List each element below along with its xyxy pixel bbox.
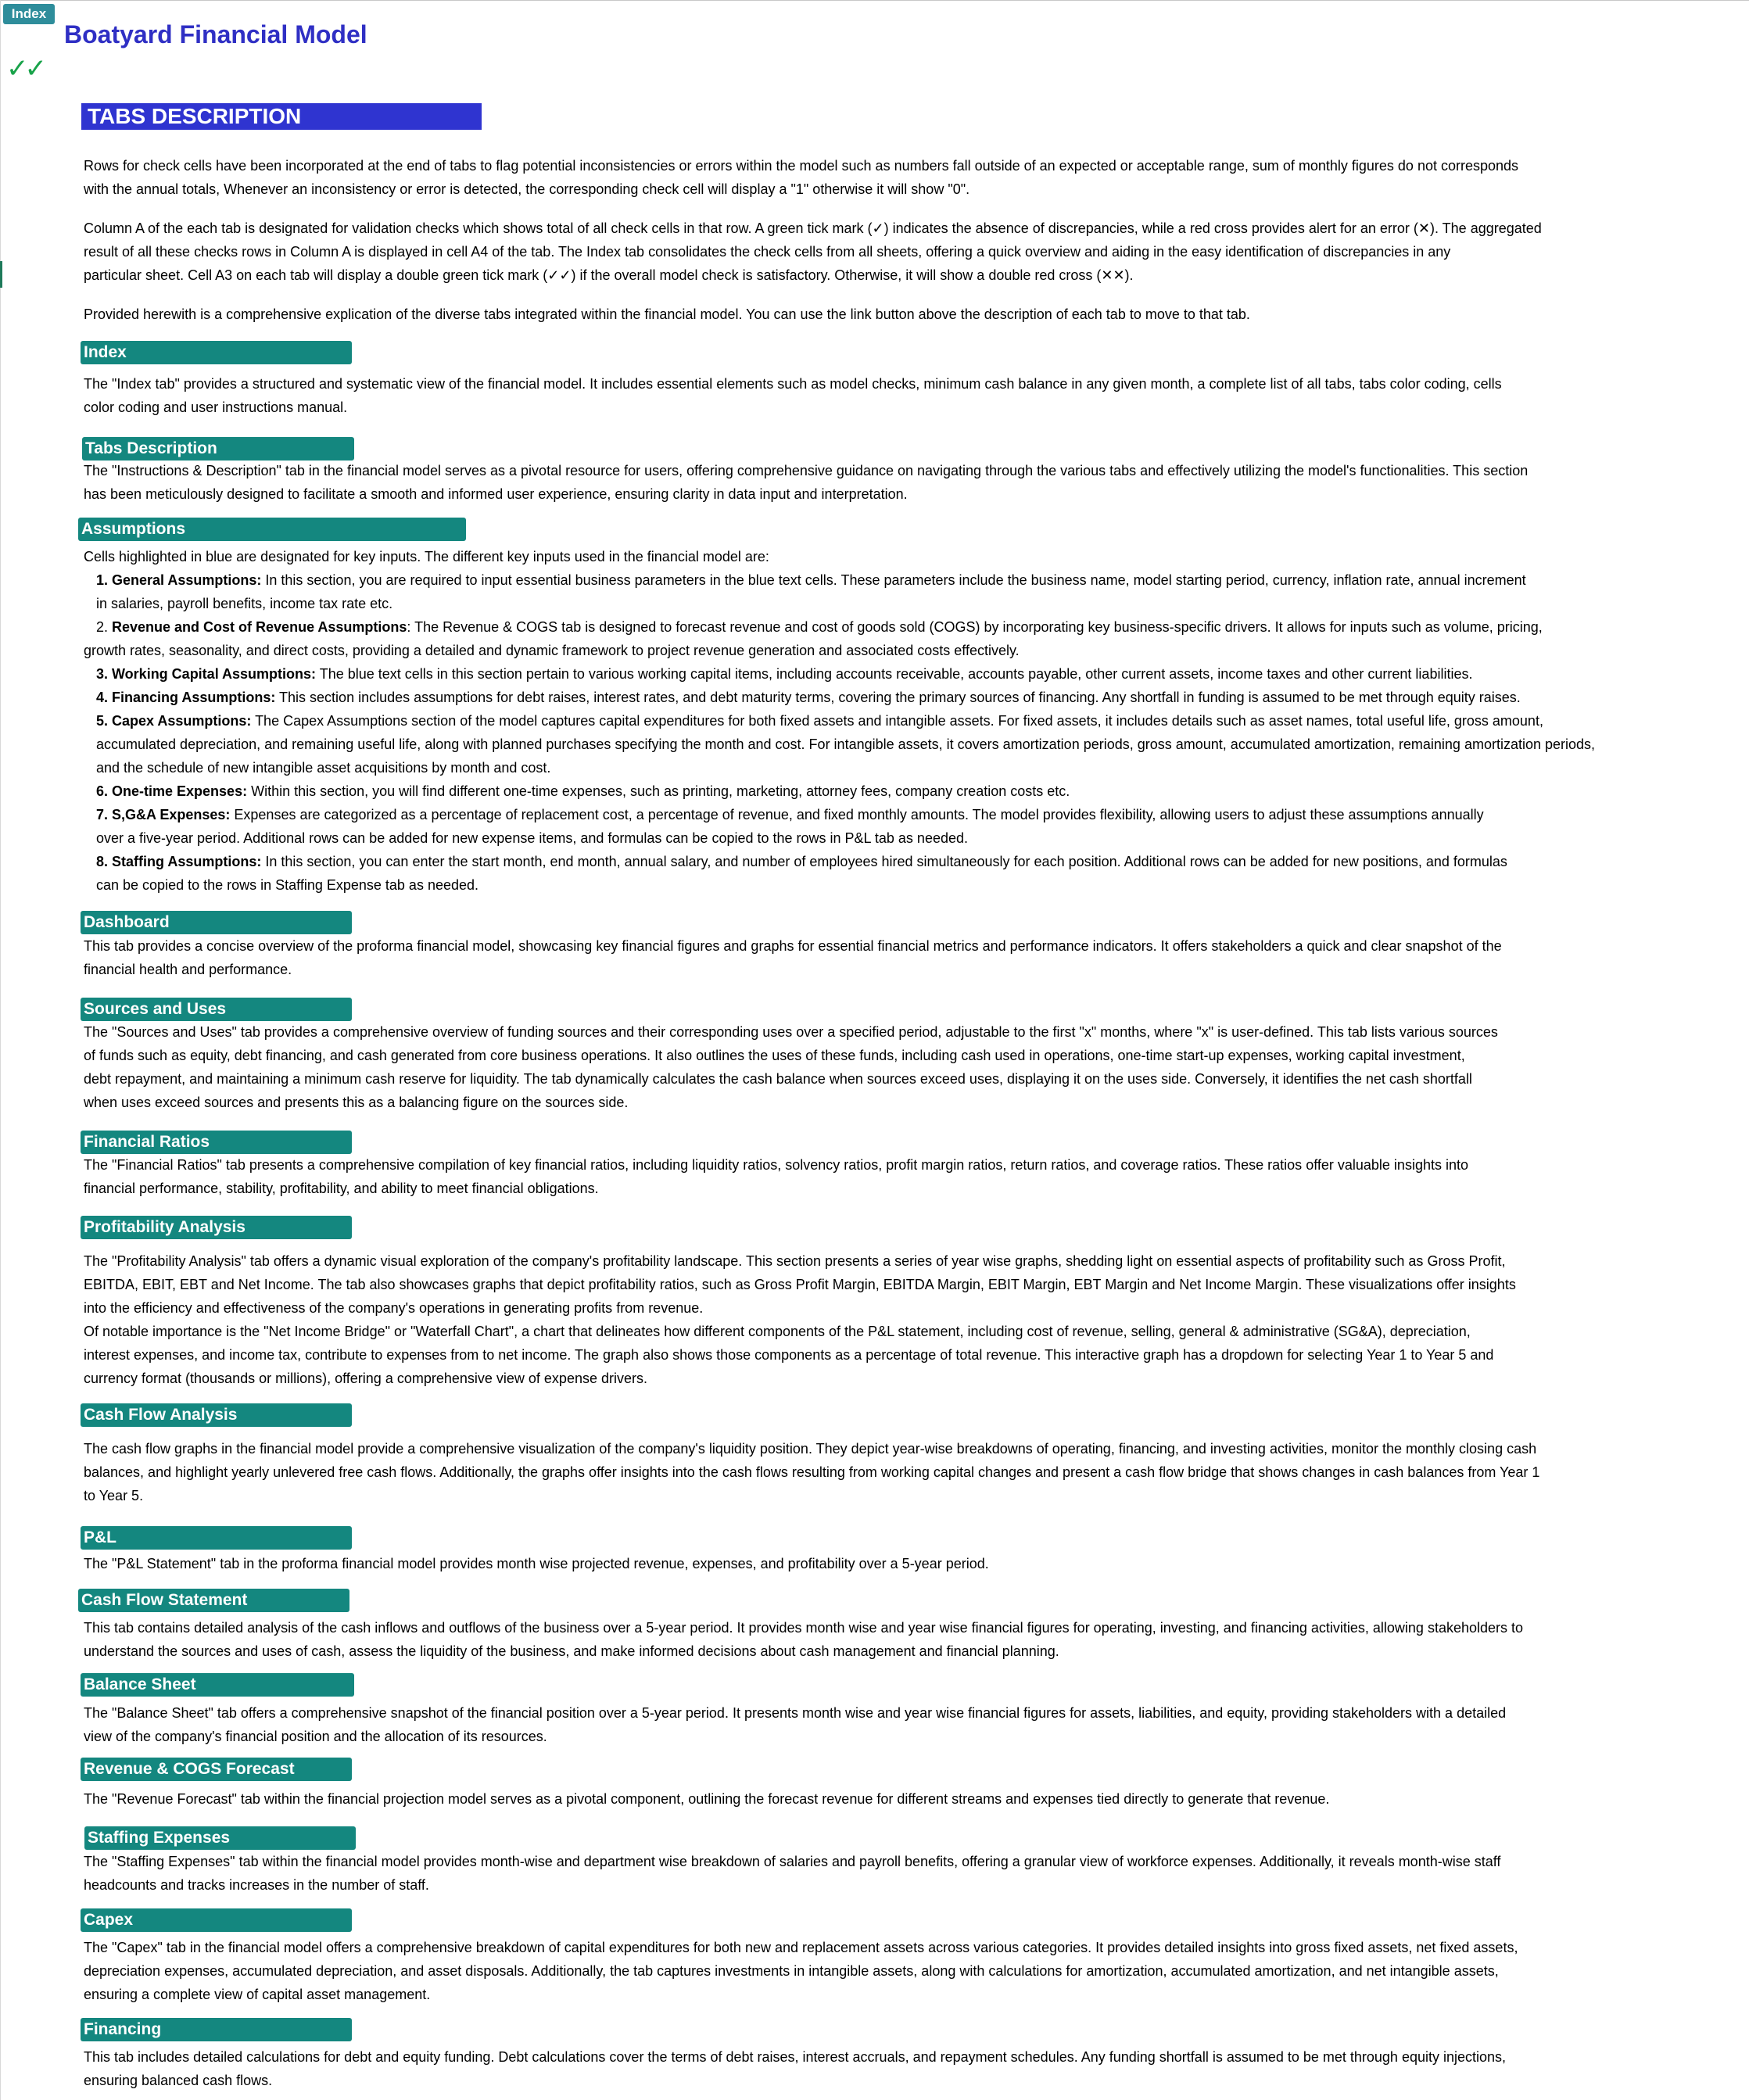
page-title: Boatyard Financial Model xyxy=(64,20,367,48)
item-heading: Revenue and Cost of Revenue Assumptions xyxy=(112,619,407,635)
assumptions-intro: Cells highlighted in blue are designated for key inputs. The different key inputs used in the financial model are: xyxy=(84,549,769,564)
tab-link-sources-and-uses[interactable]: Sources and Uses xyxy=(81,998,352,1021)
sources-uses-description xyxy=(84,1020,1498,1114)
assumption-item-4 xyxy=(96,686,1521,709)
tabs-description-text xyxy=(84,459,1528,506)
item-heading: 8. Staffing Assumptions: xyxy=(96,854,262,869)
text-line: understand the sources and uses of cash, assess the liquidity of the business, and make informed decisions about cash management and financial planning. xyxy=(84,1643,1059,1659)
text-line: color coding and user instructions manual. xyxy=(84,400,348,415)
text-line: with the annual totals, Whenever an inconsistency or error is detected, the corresponding check cell will display a "1" otherwise it will show "0". xyxy=(84,181,970,197)
text-line xyxy=(96,779,1070,803)
item-heading: 1. General Assumptions: xyxy=(96,572,262,588)
assumption-item-8 xyxy=(96,850,1507,897)
left-border xyxy=(0,0,1,2100)
text-line: growth rates, seasonality, and direct costs, providing a detailed and dynamic framework to project revenue generation and associated costs effectively. xyxy=(84,643,1020,658)
text-line: accumulated depreciation, and remaining useful life, along with planned purchases specifying the month and cost. For intangible assets, it covers amortization periods, gross amount, accumulated amortization, remaining amortization periods, xyxy=(96,736,1596,752)
item-heading: 3. Working Capital Assumptions: xyxy=(96,666,317,682)
text-line: and the schedule of new intangible asset acquisitions by month and cost. xyxy=(96,760,551,776)
row-marker xyxy=(0,261,2,288)
item-heading: 4. Financing Assumptions: xyxy=(96,690,276,705)
index-description xyxy=(84,372,1502,419)
item-text: In this section, you are required to input essential business parameters in the blue text cells. These parameters include the business name, model starting period, currency, inflation rate, annual increment xyxy=(261,572,1526,588)
text-line: The "Financial Ratios" tab presents a comprehensive compilation of key financial ratios, including liquidity ratios, solvency ratios, profit margin ratios, return ratios, and coverage ratios. These ratios offer valuable insights into xyxy=(84,1157,1468,1173)
financial-ratios-description xyxy=(84,1153,1468,1200)
text-line: has been meticulously designed to facilitate a smooth and informed user experience, ensuring clarity in data input and interpretation. xyxy=(84,486,908,502)
text-line: depreciation expenses, accumulated depreciation, and asset disposals. Additionally, the tab captures investments in intangible assets, along with calculations for amortization, accumulated amortization, and net intangible assets, xyxy=(84,1963,1499,1979)
text-line: balances, and highlight yearly unlevered free cash flows. Additionally, the graphs offer insights into the cash flows resulting from working capital changes and present a cash flow bridge that shows changes in cash balances from Year 1 xyxy=(84,1464,1540,1480)
item-text: Expenses are categorized as a percentage of replacement cost, a percentage of revenue, and fixed monthly amounts. The model provides flexibility, allowing users to adjust these assumptions annually xyxy=(230,807,1484,822)
text-line: ensuring balanced cash flows. xyxy=(84,2073,273,2088)
tab-link-financial-ratios[interactable]: Financial Ratios xyxy=(81,1131,352,1154)
text-line xyxy=(96,803,1484,826)
balance-sheet-description xyxy=(84,1701,1506,1748)
text-line xyxy=(84,615,1543,639)
item-text: : The Revenue & COGS tab is designed to forecast revenue and cost of goods sold (COGS) by incorporating key business-specific drivers. It allows for inputs such as volume, pricing, xyxy=(407,619,1543,635)
tab-link-revenue-cogs-forecast[interactable]: Revenue & COGS Forecast xyxy=(81,1758,352,1781)
text-line: particular sheet. Cell A3 on each tab will display a double green tick mark (✓✓) if the overall model check is satisfactory. Otherwise, it will show a double red cross (✕✕). xyxy=(84,267,1134,283)
text-line: The "Revenue Forecast" tab within the financial projection model serves as a pivotal component, outlining the forecast revenue for different streams and expenses tied directly to generate that revenue. xyxy=(84,1791,1330,1807)
top-border xyxy=(0,0,1749,1)
text-line: over a five-year period. Additional rows can be added for new expense items, and formulas can be copied to the rows in P&L tab as needed. xyxy=(96,830,968,846)
text-line: The cash flow graphs in the financial model provide a comprehensive visualization of the company's liquidity position. They depict year-wise breakdowns of operating, financing, and investing activities, monitor the monthly closing cash xyxy=(84,1441,1537,1457)
staffing-description xyxy=(84,1850,1500,1897)
financing-description xyxy=(84,2045,1506,2092)
tab-link-tabs-description[interactable]: Tabs Description xyxy=(82,437,354,460)
text-line: This tab includes detailed calculations for debt and equity funding. Debt calculations cover the terms of debt raises, interest accruals, and repayment schedules. Any funding shortfall is assumed to be met through equity injections, xyxy=(84,2049,1507,2065)
revenue-cogs-description xyxy=(84,1787,1329,1811)
cash-flow-statement-description xyxy=(84,1616,1523,1663)
index-link-button[interactable]: Index xyxy=(3,4,55,24)
text-line: currency format (thousands or millions), offering a comprehensive view of expense drivers. xyxy=(84,1371,647,1386)
tab-link-pl[interactable]: P&L xyxy=(81,1526,352,1550)
profitability-description xyxy=(84,1249,1516,1390)
tab-link-financing[interactable]: Financing xyxy=(81,2018,352,2041)
tab-link-cash-flow-statement[interactable]: Cash Flow Statement xyxy=(78,1589,349,1612)
capex-description xyxy=(84,1936,1518,2006)
text-line: headcounts and tracks increases in the number of staff. xyxy=(84,1877,429,1893)
text-line xyxy=(96,568,1526,592)
tab-link-balance-sheet[interactable]: Balance Sheet xyxy=(81,1673,354,1697)
text-line xyxy=(96,662,1472,686)
assumption-item-3 xyxy=(96,662,1472,686)
item-number: 2. xyxy=(96,619,113,635)
intro-paragraph-3 xyxy=(84,303,1250,326)
text-line: financial health and performance. xyxy=(84,962,292,977)
assumption-item-7 xyxy=(96,803,1484,850)
item-text: This section includes assumptions for debt raises, interest rates, and debt maturity terms, covering the primary sources of financing. Any shortfall in funding is assumed to be met through equity raises. xyxy=(275,690,1521,705)
text-line: in salaries, payroll benefits, income tax rate etc. xyxy=(96,596,393,611)
text-line: The "Capex" tab in the financial model offers a comprehensive breakdown of capital expenditures for both new and replacement assets across various categories. It provides detailed insights into gross fixed assets, net fixed assets, xyxy=(84,1940,1518,1955)
text-line: Provided herewith is a comprehensive explication of the diverse tabs integrated within the financial model. You can use the link button above the description of each tab to move to that tab. xyxy=(84,306,1250,322)
assumption-item-5 xyxy=(96,709,1595,779)
item-text: The Capex Assumptions section of the model captures capital expenditures for both fixed assets and intangible assets. For fixed assets, it includes details such as asset names, total useful life, gross amount, xyxy=(251,713,1543,729)
text-line xyxy=(96,686,1521,709)
text-line: view of the company's financial position and the allocation of its resources. xyxy=(84,1729,547,1744)
tab-link-assumptions[interactable]: Assumptions xyxy=(78,518,466,541)
text-line xyxy=(96,850,1507,873)
text-line: This tab provides a concise overview of the proforma financial model, showcasing key financial figures and graphs for essential financial metrics and performance indicators. It offers stakeholders a quick and clear snapshot of the xyxy=(84,938,1502,954)
text-line xyxy=(96,709,1595,733)
text-line: of funds such as equity, debt financing, and cash generated from core business operations. It also outlines the uses of these funds, including cash used in operations, one-time start-up expenses, working capital investment, xyxy=(84,1048,1465,1063)
intro-paragraph-1 xyxy=(84,154,1518,201)
text-line: Of notable importance is the "Net Income Bridge" or "Waterfall Chart", a chart that delineates how different components of the P&L statement, including cost of revenue, selling, general & administrative (SG&A), depreciation, xyxy=(84,1324,1471,1339)
tabs-description-header: TABS DESCRIPTION xyxy=(81,103,482,130)
text-line: result of all these checks rows in Column A is displayed in cell A4 of the tab. The Index tab consolidates the check cells from all sheets, offering a quick overview and aiding in the easy identification of discrepancies in any xyxy=(84,244,1451,260)
assumption-item-1 xyxy=(96,568,1526,615)
item-text: The blue text cells in this section pertain to various working capital items, including accounts receivable, accounts payable, other current assets, income taxes and other current liabilities. xyxy=(316,666,1473,682)
tab-link-profitability-analysis[interactable]: Profitability Analysis xyxy=(81,1216,352,1239)
assumption-item-2 xyxy=(84,615,1543,662)
text-line: interest expenses, and income tax, contribute to expenses from to net income. The graph also shows those components as a percentage of total revenue. This interactive graph has a dropdown for selecting Year 1 to Year 5 and xyxy=(84,1347,1494,1363)
text-line: to Year 5. xyxy=(84,1488,144,1503)
text-line: The "Sources and Uses" tab provides a comprehensive overview of funding sources and their corresponding uses over a specified period, adjustable to the first "x" months, where "x" is user-defined. This tab lists various sources xyxy=(84,1024,1498,1040)
text-line: The "P&L Statement" tab in the proforma financial model provides month wise projected revenue, expenses, and profitability over a 5-year period. xyxy=(84,1556,989,1571)
tab-link-index[interactable]: Index xyxy=(81,341,352,364)
item-heading: 5. Capex Assumptions: xyxy=(96,713,252,729)
text-line: when uses exceed sources and presents this as a balancing figure on the sources side. xyxy=(84,1095,629,1110)
tab-link-dashboard[interactable]: Dashboard xyxy=(81,911,352,934)
cash-flow-analysis-description xyxy=(84,1437,1539,1507)
text-line: ensuring a complete view of capital asset management. xyxy=(84,1987,431,2002)
text-line: can be copied to the rows in Staffing Expense tab as needed. xyxy=(96,877,479,893)
item-heading: 6. One-time Expenses: xyxy=(96,783,248,799)
item-text: Within this section, you will find different one-time expenses, such as printing, marketing, attorney fees, company creation costs etc. xyxy=(247,783,1070,799)
text-line: debt repayment, and maintaining a minimum cash reserve for liquidity. The tab dynamically calculates the cash balance when sources exceed uses, displaying it on the uses side. Conversely, it identifies the net cash shortfall xyxy=(84,1071,1472,1087)
text-line: Rows for check cells have been incorporated at the end of tabs to flag potential inconsistencies or errors within the model such as numbers fall outside of an expected or acceptable range, sum of monthly figures do not corresponds xyxy=(84,158,1519,174)
assumption-item-6 xyxy=(96,779,1070,803)
text-line: The "Instructions & Description" tab in the financial model serves as a pivotal resource for users, offering comprehensive guidance on navigating through the various tabs and effectively utilizing the model's functionalities. This section xyxy=(84,463,1529,478)
text-line: The "Staffing Expenses" tab within the financial model provides month-wise and department wise breakdown of salaries and payroll benefits, offering a granular view of workforce expenses. Additionally, it reveals month-wise staff xyxy=(84,1854,1501,1869)
text-line: The "Balance Sheet" tab offers a comprehensive snapshot of the financial position over a 5-year period. It presents month wise and year wise financial figures for assets, liabilities, and equity, providing stakeholders with a detailed xyxy=(84,1705,1507,1721)
text-line: Column A of the each tab is designated for validation checks which shows total of all check cells in that row. A green tick mark (✓) indicates the absence of discrepancies, while a red cross provides alert for an error (✕). The aggregated xyxy=(84,220,1542,236)
text-line: financial performance, stability, profitability, and ability to meet financial obligations. xyxy=(84,1181,599,1196)
text-line: into the efficiency and effectiveness of the company's operations in generating profits from revenue. xyxy=(84,1300,704,1316)
double-check-icon: ✓✓ xyxy=(6,53,43,84)
text-line: EBITDA, EBIT, EBT and Net Income. The tab also showcases graphs that depict profitability ratios, such as Gross Profit Margin, EBITDA Margin, EBIT Margin, EBT Margin and Net Income Margin. These visualizations offer insights xyxy=(84,1277,1516,1292)
tab-link-staffing-expenses[interactable]: Staffing Expenses xyxy=(84,1826,356,1850)
text-line: The "Profitability Analysis" tab offers a dynamic visual exploration of the company's profitability landscape. This section presents a series of year wise graphs, shedding light on essential aspects of profitability such as Gross Profit, xyxy=(84,1253,1506,1269)
intro-paragraph-2 xyxy=(84,217,1542,287)
text-line: This tab contains detailed analysis of the cash inflows and outflows of the business over a 5-year period. It provides month wise and year wise financial figures for operating, investing, and financing activities, allowing stakeholders to xyxy=(84,1620,1524,1636)
text-line: The "Index tab" provides a structured and systematic view of the financial model. It includes essential elements such as model checks, minimum cash balance in any given month, a complete list of all tabs, tabs color coding, cells xyxy=(84,376,1502,392)
item-heading: 7. S,G&A Expenses: xyxy=(96,807,231,822)
item-text: In this section, you can enter the start month, end month, annual salary, and number of employees hired simultaneously for each position. Additional rows can be added for new positions, and formulas xyxy=(261,854,1507,869)
tab-link-capex[interactable]: Capex xyxy=(81,1908,352,1932)
pl-description xyxy=(84,1552,989,1575)
tab-link-cash-flow-analysis[interactable]: Cash Flow Analysis xyxy=(81,1403,352,1427)
dashboard-description xyxy=(84,934,1502,981)
